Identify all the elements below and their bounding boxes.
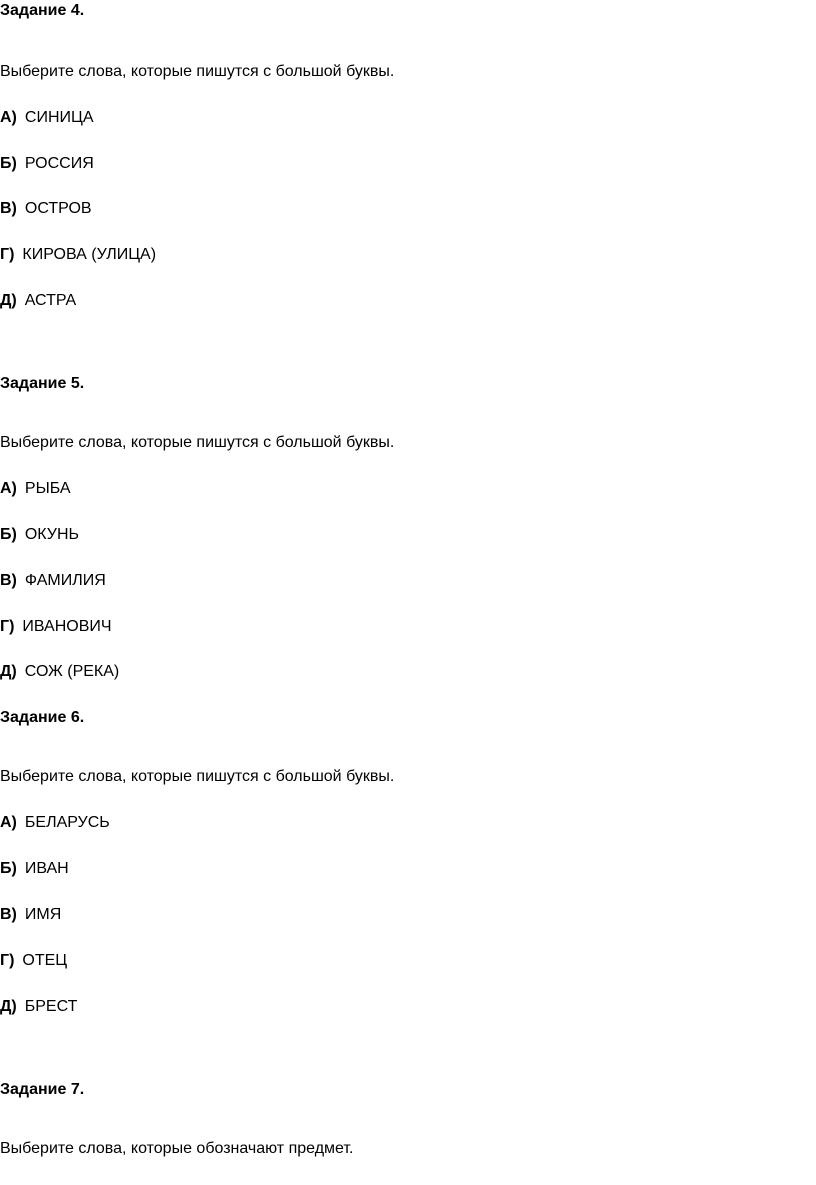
task-4-option-c bbox=[0, 199, 92, 219]
option-text: ОТЕЦ bbox=[22, 952, 68, 969]
option-text: СИНИЦА bbox=[24, 109, 94, 126]
task-7-question: Выберите слова, которые обозначают предмет. bbox=[0, 1140, 354, 1157]
task-5-question: Выберите слова, которые пишутся с большой буквы. bbox=[0, 434, 395, 451]
option-letter: А) bbox=[0, 814, 17, 831]
task-6-option-b bbox=[0, 859, 69, 879]
task-6-heading: Задание 6. bbox=[0, 709, 85, 726]
task-5-option-d bbox=[0, 617, 112, 637]
task-5-heading: Задание 5. bbox=[0, 375, 85, 392]
option-text: РЫБА bbox=[24, 480, 71, 497]
task-5-option-e bbox=[0, 662, 119, 682]
option-text: ИВАНОВИЧ bbox=[22, 618, 112, 635]
option-letter: Б) bbox=[0, 860, 17, 877]
option-letter: В) bbox=[0, 906, 17, 923]
task-4-option-d bbox=[0, 245, 156, 265]
task-6-option-c bbox=[0, 905, 61, 925]
task-4-question: Выберите слова, которые пишутся с большой буквы. bbox=[0, 63, 395, 80]
option-letter: Д) bbox=[0, 998, 17, 1015]
task-5-option-c bbox=[0, 571, 106, 591]
task-4-heading: Задание 4. bbox=[0, 2, 85, 19]
task-7-heading: Задание 7. bbox=[0, 1081, 85, 1098]
task-6-option-d bbox=[0, 951, 67, 971]
task-6-question: Выберите слова, которые пишутся с большой буквы. bbox=[0, 768, 395, 785]
option-letter: Б) bbox=[0, 526, 17, 543]
option-letter: Д) bbox=[0, 663, 17, 680]
option-text: КИРОВА (УЛИЦА) bbox=[22, 246, 157, 263]
option-letter: Б) bbox=[0, 155, 17, 172]
option-letter: А) bbox=[0, 480, 17, 497]
option-letter: В) bbox=[0, 572, 17, 589]
task-6-option-a bbox=[0, 813, 110, 833]
option-text: БЕЛАРУСЬ bbox=[24, 814, 110, 831]
option-text: АСТРА bbox=[24, 292, 77, 309]
option-text: РОССИЯ bbox=[24, 155, 94, 172]
option-letter: А) bbox=[0, 109, 17, 126]
option-text: СОЖ (РЕКА) bbox=[24, 663, 120, 680]
task-4-option-e bbox=[0, 291, 76, 311]
option-letter: Г) bbox=[0, 246, 15, 263]
option-letter: Г) bbox=[0, 618, 15, 635]
option-text: ОСТРОВ bbox=[24, 200, 92, 217]
task-5-option-b bbox=[0, 525, 79, 545]
option-text: ИВАН bbox=[24, 860, 69, 877]
task-4-option-b bbox=[0, 154, 94, 174]
option-letter: Г) bbox=[0, 952, 15, 969]
option-text: БРЕСТ bbox=[24, 998, 78, 1015]
task-4-option-a bbox=[0, 108, 94, 128]
task-5-option-a bbox=[0, 479, 71, 499]
option-text: ОКУНЬ bbox=[24, 526, 79, 543]
option-text: ИМЯ bbox=[24, 906, 62, 923]
option-letter: В) bbox=[0, 200, 17, 217]
option-text: ФАМИЛИЯ bbox=[24, 572, 106, 589]
task-6-option-e bbox=[0, 997, 77, 1017]
option-letter: Д) bbox=[0, 292, 17, 309]
